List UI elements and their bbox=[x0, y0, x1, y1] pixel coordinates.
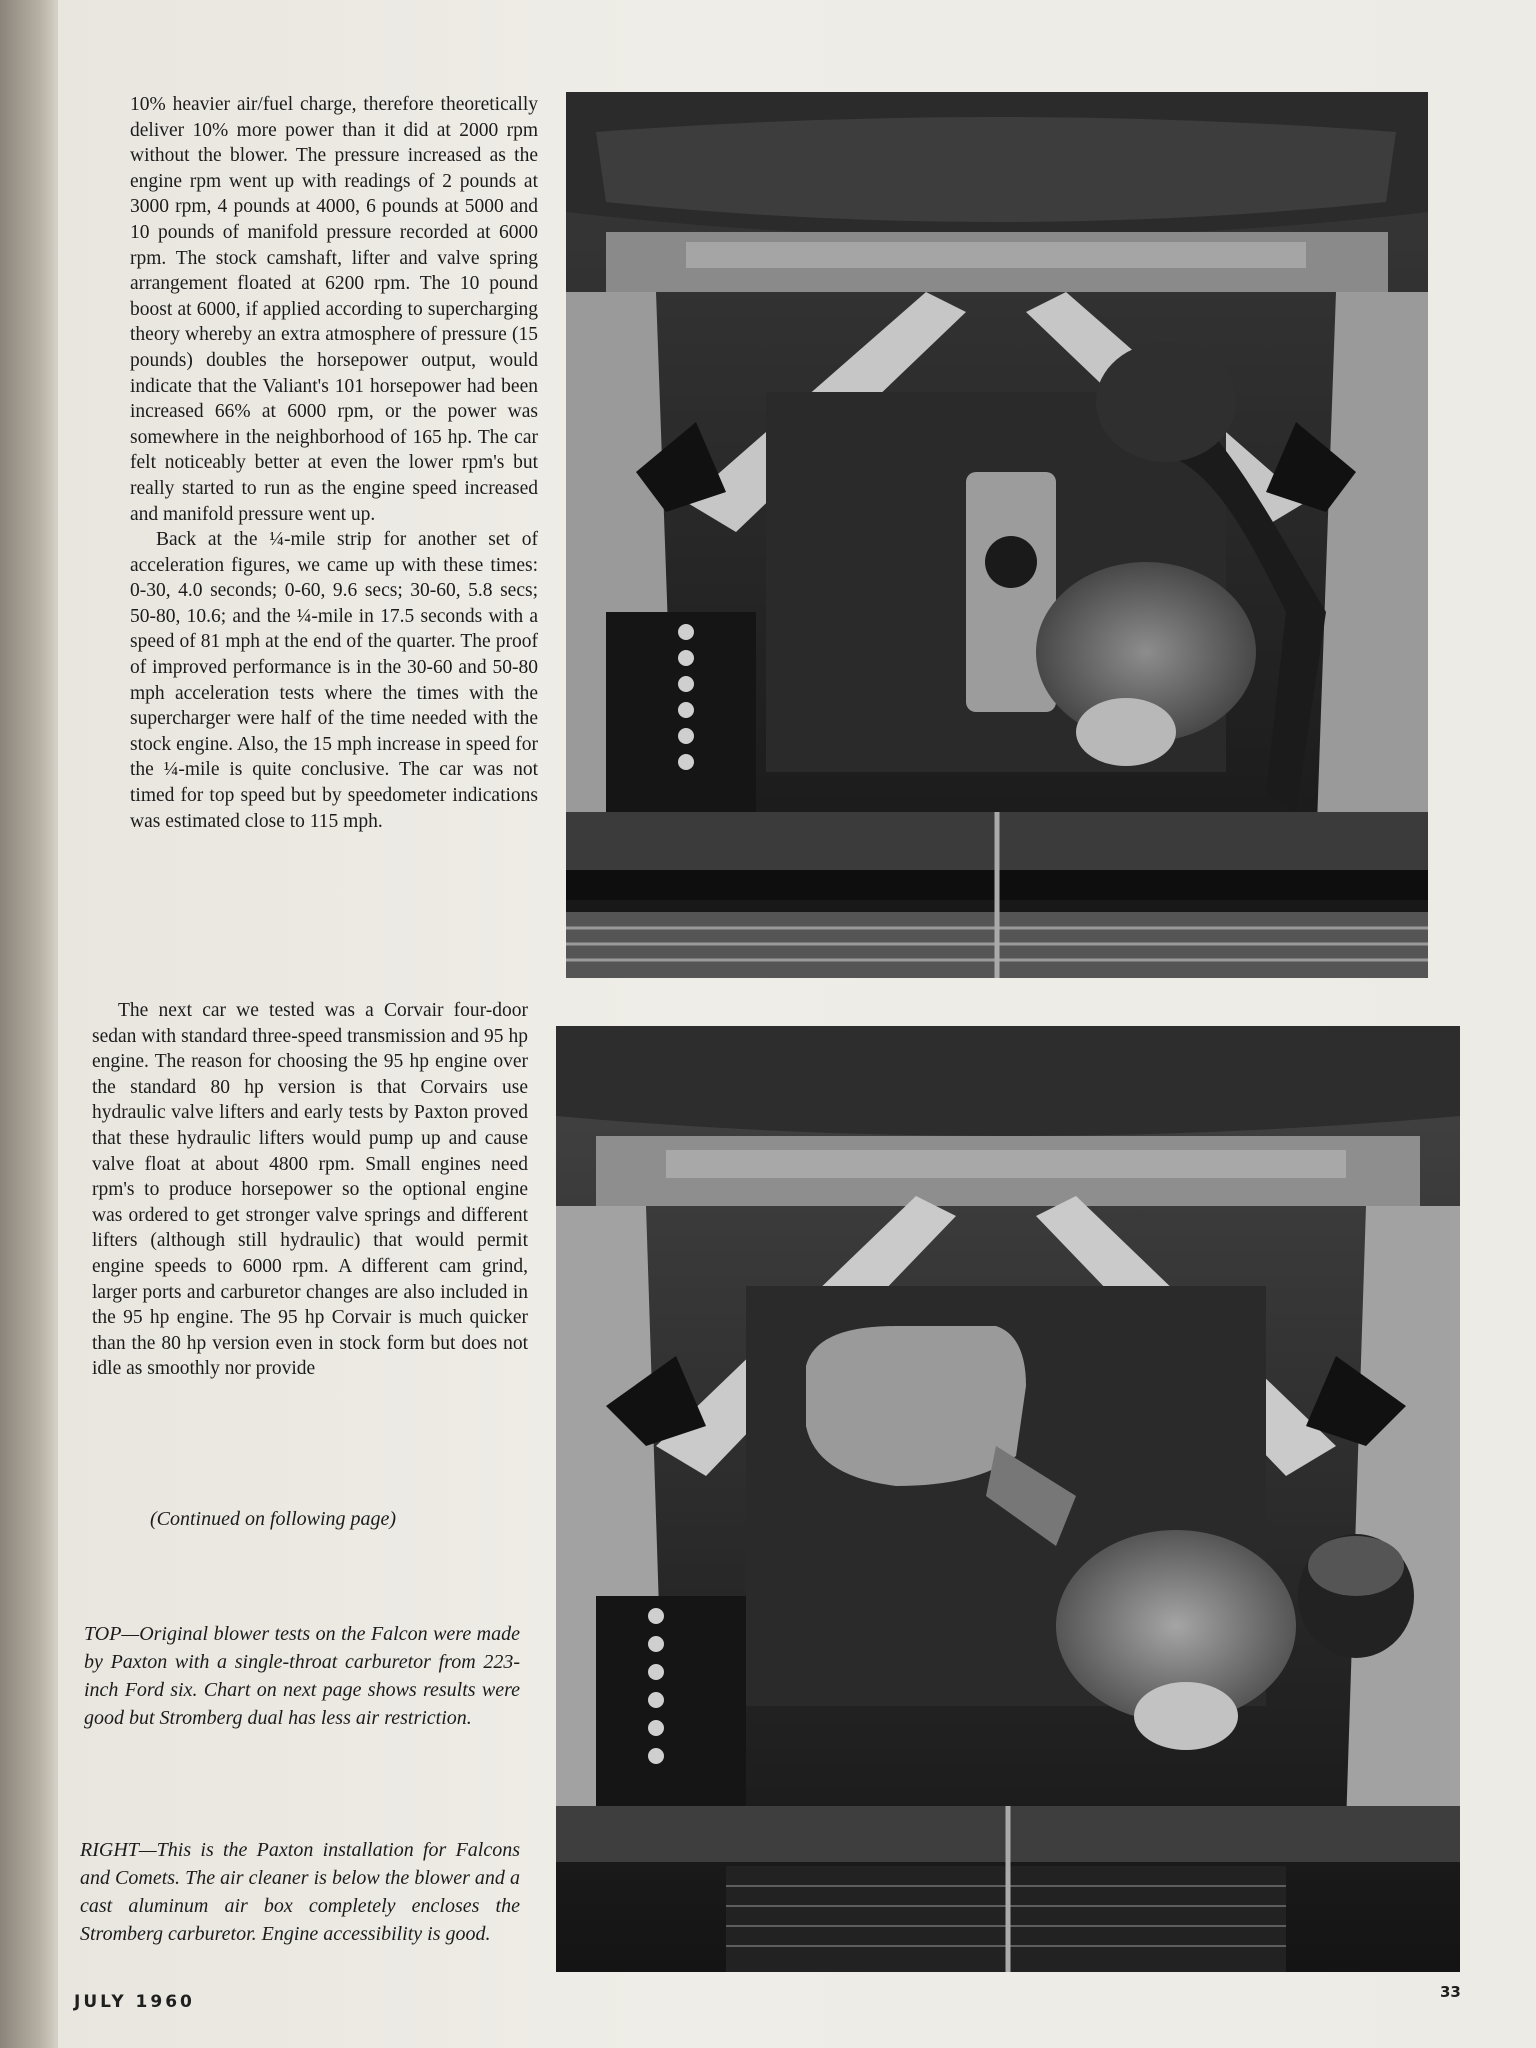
photo-paxton-installation bbox=[556, 1026, 1460, 1972]
continued-note: (Continued on following page) bbox=[150, 1508, 397, 1530]
engine-bay-illustration-bottom bbox=[556, 1026, 1460, 1972]
article-paragraph-1: 10% heavier air/fuel charge, therefore theoretically deliver 10% more power than it did at 2000 rpm without the blower. The pressure increased as the engine rpm went up with readings of 2 pounds at 3000 rpm, 4 pounds at 4000, 6 pounds at 5000 and 10 pounds of manifold pressure recorded at 6000 rpm. The stock camshaft, lifter and valve spring arrangement floated at 6200 rpm. The 10 pound boost at 6000, if applied according to supercharging theory whereby an extra atmosphere of pressure (15 pounds) doubles the horsepower output, would indicate that the Valiant's 101 horsepower had been increased 66% at 6000 rpm, or the power was somewhere in the neighborhood of 165 hp. The car felt noticeably better at even the lower rpm's but really started to run as the engine speed increased and manifold pressure went up. bbox=[130, 94, 538, 525]
caption-top-photo: TOP—Original blower tests on the Falcon were made by Paxton with a single-throat carburetor from 223-inch Ford six. Chart on next page shows results were good but Stromberg dual has less air restriction. bbox=[84, 1623, 520, 1729]
page-number: 33 bbox=[1440, 1983, 1461, 2001]
issue-date: JULY 1960 bbox=[74, 1992, 195, 2012]
caption-right-photo: RIGHT—This is the Paxton installation for Falcons and Comets. The air cleaner is below the blower and a cast aluminum air box completely encloses the Stromberg carburetor. Engine accessibility is good. bbox=[80, 1839, 520, 1945]
article-column-top bbox=[130, 92, 538, 834]
photo-falcon-engine-bay bbox=[566, 92, 1428, 978]
article-paragraph-3: The next car we tested was a Corvair four-door sedan with standard three-speed transmission and 95 hp engine. The reason for choosing the 95 hp engine over the standard 80 hp version is that Corvairs use hydraulic valve lifters and early tests by Paxton proved that these hydraulic lifters would pump up and cause valve float at about 4800 rpm. Small engines need rpm's to produce horsepower so the optional engine was ordered to get stronger valve springs and different lifters (although still hydraulic) that would permit engine speeds to 6000 rpm. A different cam grind, larger ports and carburetor changes are also included in the 95 hp engine. The 95 hp Corvair is much quicker than the 80 hp version even in stock form but does not idle as smoothly nor provide bbox=[92, 1000, 528, 1380]
article-column-bottom bbox=[92, 998, 528, 1382]
article-paragraph-2: Back at the ¼-mile strip for another set of acceleration figures, we came up with these times: 0-30, 4.0 seconds; 0-60, 9.6 secs; 30-60, 5.8 secs; 50-80, 10.6; and the ¼-mile in 17.5 seconds with a speed of 81 mph at the end of the quarter. The proof of improved performance is in the 30-60 and 50-80 mph acceleration tests where the times with the supercharger were half of the time needed with the stock engine. Also, the 15 mph increase in speed for the ¼-mile is quite conclusive. The car was not timed for top speed but by speedometer indications was estimated close to 115 mph. bbox=[130, 529, 538, 832]
magazine-spine bbox=[0, 0, 58, 2048]
engine-bay-illustration-top bbox=[566, 92, 1428, 978]
